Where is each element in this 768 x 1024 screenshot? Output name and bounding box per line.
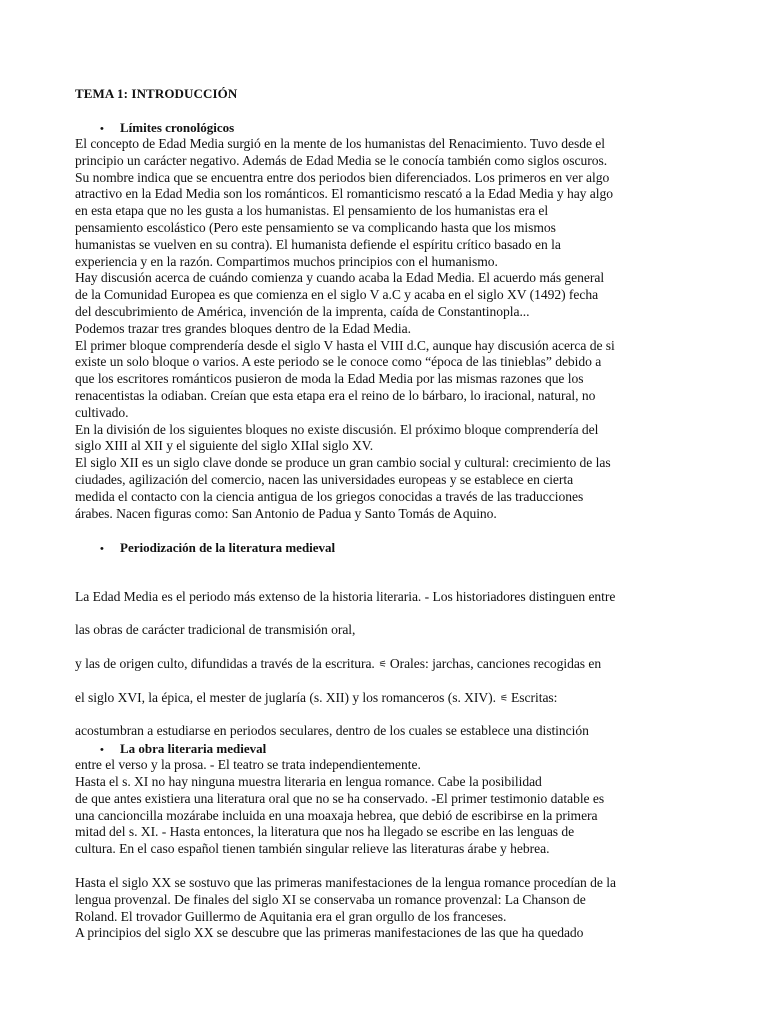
section-heading-label: Periodización de la literatura medieval	[120, 540, 336, 555]
text-line: acostumbran a estudiarse en periodos seculares, dentro de los cuales se establece una distinción	[75, 723, 589, 739]
text-line: que los escritores románticos pusieron de moda la Edad Media por las mismas razones que los	[75, 371, 584, 387]
pen-icon: ⚟	[378, 658, 387, 669]
paragraph-periodizacion	[75, 572, 705, 790]
text-line: de que antes existiera una literatura oral que no se ha conservado. -El primer testimonio datable es	[75, 790, 605, 806]
text-line: En la división de los siguientes bloques no existe discusión. El próximo bloque comprendería del	[75, 421, 599, 437]
text-line: La Edad Media es el periodo más extenso de la historia literaria. - Los historiadores distinguen entre	[75, 588, 616, 604]
text-line: renacentistas la odiaban. Creían que esta etapa era el reino de lo bárbaro, lo iracional, natural, no	[75, 387, 596, 403]
text-line: experiencia y en la razón. Compartimos muchos principios con el humanismo.	[75, 253, 498, 269]
paragraph-obra-2	[75, 875, 705, 942]
text-line: Roland. El trovador Guillermo de Aquitania era el gran orgullo de los franceses.	[75, 908, 507, 924]
text-line: existe un solo bloque o varios. A este periodo se le conoce como “época de las tinieblas” debido a	[75, 354, 602, 370]
text-line: Podemos trazar tres grandes bloques dentro de la Edad Media.	[75, 320, 411, 336]
text-segment: y las de origen culto, difundidas a través de la escritura.	[75, 655, 375, 671]
text-line: El concepto de Edad Media surgió en la mente de los humanistas del Renacimiento. Tuvo desde el	[75, 136, 605, 151]
text-line: Hasta el siglo XX se sostuvo que las primeras manifestaciones de la lengua romance procedían de la	[75, 875, 616, 890]
text-line: principio un carácter negativo. Además de Edad Media se le conocía también como siglos oscuros.	[75, 152, 608, 168]
text-line: las obras de carácter tradicional de transmisión oral,	[75, 622, 356, 638]
text-line: medida el contacto con la ciencia antigua de los griegos conocidas a través de las traducciones	[75, 488, 584, 504]
section-heading-label: La obra literaria medieval	[120, 741, 267, 756]
text-line: siglo XIII al XII y el siguiente del siglo XIIal siglo XV.	[75, 438, 374, 454]
text-segment: Escritas:	[511, 689, 558, 705]
text-line: humanistas se vuelven en su contra). El humanista defiende el espíritu crítico basado en la	[75, 236, 561, 252]
text-line	[75, 656, 705, 673]
section-heading-limites	[100, 120, 234, 136]
text-line: del descubrimiento de América, invención de la imprenta, caída de Constantinopla...	[75, 303, 530, 319]
text-line: Hasta el s. XI no hay ninguna muestra literaria en lengua romance. Cabe la posibilidad	[75, 774, 542, 789]
section-heading-obra	[100, 741, 266, 757]
text-segment: el siglo XVI, la épica, el mester de juglaría (s. XII) y los romanceros (s. XIV).	[75, 689, 496, 705]
bullet-icon: •	[100, 123, 104, 135]
text-line: El primer bloque comprendería desde el siglo V hasta el VIII d.C, aunque hay discusión acerca de si	[75, 337, 615, 353]
text-line: cultivado.	[75, 404, 129, 420]
section-heading-label: Límites cronológicos	[120, 120, 235, 135]
text-line: A principios del siglo XX se descubre que las primeras manifestaciones de las que ha quedado	[75, 925, 584, 941]
bullet-icon: •	[100, 543, 104, 555]
text-line	[75, 690, 705, 707]
section-heading-periodizacion	[100, 540, 335, 556]
paragraph-obra-1	[75, 774, 705, 858]
text-line: cultura. En el caso español tienen también singular relieve las literaturas árabe y hebrea.	[75, 841, 550, 857]
text-line: atractivo en la Edad Media son los románticos. El romanticismo rescató a la Edad Media y hay algo	[75, 186, 613, 202]
text-line: El siglo XII es un siglo clave donde se produce un gran cambio social y cultural: crecimiento de las	[75, 455, 611, 471]
text-line: Su nombre indica que se encuentra entre dos periodos bien diferenciados. Los primeros en ver algo	[75, 169, 610, 185]
pen-icon: ⚟	[500, 692, 509, 703]
text-segment: Orales: jarchas, canciones recogidas en	[389, 655, 602, 671]
text-line: Hay discusión acerca de cuándo comienza y cuando acaba la Edad Media. El acuerdo más general	[75, 270, 605, 286]
text-line: de la Comunidad Europea es que comienza en el siglo V a.C y acaba en el siglo XV (1492) fecha	[75, 287, 599, 303]
text-line: árabes. Nacen figuras como: San Antonio de Padua y Santo Tomás de Aquino.	[75, 505, 497, 521]
text-line: pensamiento escolástico (Pero este pensamiento se va complicando hasta que los mismos	[75, 219, 556, 235]
text-line: entre el verso y la prosa. - El teatro se trata independientemente.	[75, 756, 421, 772]
text-line: una cancioncilla mozárabe incluida en una moaxaja hebrea, que debió de escribirse en la primera	[75, 807, 598, 823]
bullet-icon: •	[100, 744, 104, 756]
text-line: ciudades, agilización del comercio, nacen las universidades europeas y se establece en cierta	[75, 471, 574, 487]
paragraph-limites	[75, 136, 705, 522]
text-line: mitad del s. XI. - Hasta entonces, la literatura que nos ha llegado se escribe en las lenguas de	[75, 824, 575, 840]
text-line: lengua provenzal. De finales del siglo XI se conservaba un romance provenzal: La Chanson de	[75, 891, 586, 907]
page-title: TEMA 1: INTRODUCCIÓN	[75, 86, 238, 101]
text-line: en esta etapa que no les gusta a los humanistas. El pensamiento de los humanistas era el	[75, 203, 549, 219]
